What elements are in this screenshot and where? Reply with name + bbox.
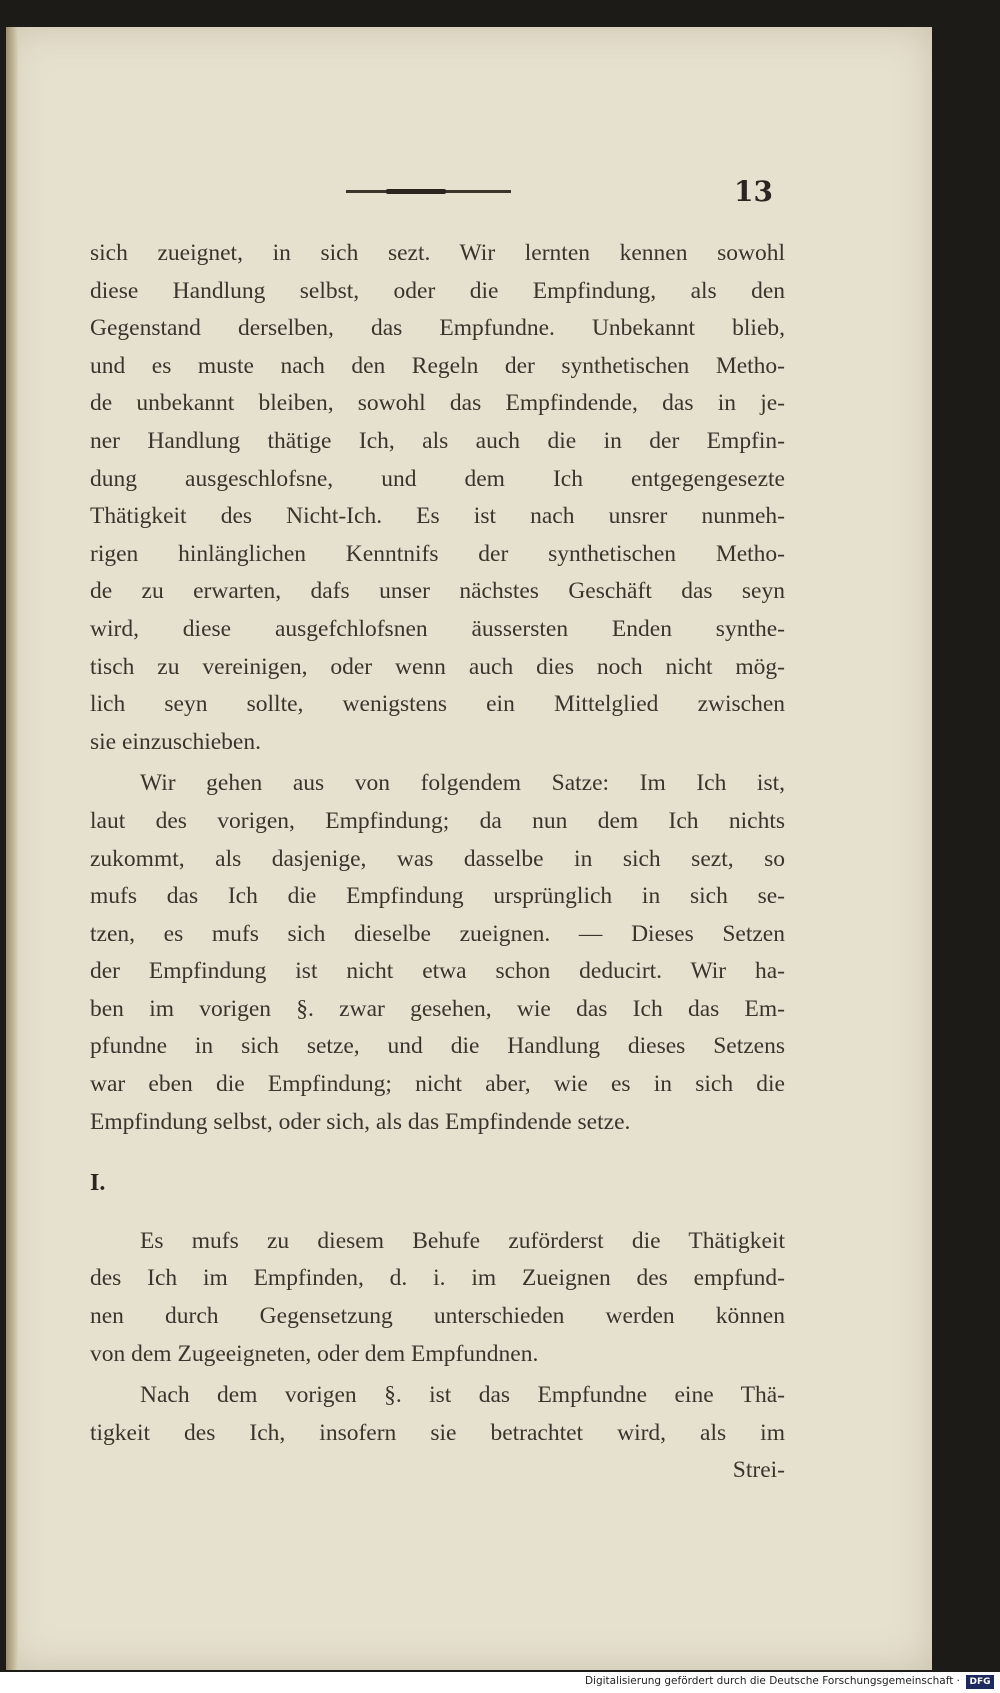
- text-line: der Empfindung ist nicht etwa schon deducirt. Wir ha-: [90, 958, 785, 985]
- text-line: Es mufs zu diesem Behufe zuförderst die Thätigkeit: [140, 1227, 785, 1254]
- paragraph-1: [90, 235, 785, 761]
- text-line: pfundne in sich setze, und die Handlung dieses Setzens: [90, 1033, 785, 1060]
- text-line: zukommt, als dasjenige, was dasselbe in sich sezt, so: [90, 845, 785, 872]
- text-line: sie einzuschieben.: [90, 728, 261, 755]
- paragraph-4: [90, 1377, 785, 1452]
- text-line: Wir gehen aus von folgendem Satze: Im Ich ist,: [140, 770, 785, 797]
- dfg-logo-icon: DFG: [966, 1675, 994, 1689]
- text-line: nen durch Gegensetzung unterschieden werden können: [90, 1303, 785, 1330]
- text-line: tisch zu vereinigen, oder wenn auch dies noch nicht mög-: [90, 653, 785, 680]
- text-line: Empfindung selbst, oder sich, als das Empfindende setze.: [90, 1108, 631, 1135]
- paragraph-2: [90, 765, 785, 1141]
- page-number: 13: [734, 175, 773, 208]
- text-line: lich seyn sollte, wenigstens ein Mittelglied zwischen: [90, 691, 785, 718]
- text-line: de unbekannt bleiben, sowohl das Empfindende, das in je-: [90, 390, 785, 417]
- text-line: ner Handlung thätige Ich, als auch die in der Empfin-: [90, 427, 785, 454]
- text-line: war eben die Empfindung; nicht aber, wie es in sich die: [90, 1071, 785, 1098]
- page-text-block: [90, 235, 785, 1490]
- text-line: von dem Zugeeigneten, oder dem Empfundnen.: [90, 1340, 539, 1367]
- book-page: [6, 27, 932, 1670]
- text-line: tzen, es mufs sich dieselbe zueignen. — Dieses Setzen: [90, 920, 785, 947]
- section-number: I.: [90, 1170, 106, 1197]
- text-line: und es muste nach den Regeln der synthetischen Metho-: [90, 352, 785, 379]
- text-line: rigen hinlänglichen Kenntnifs der synthetischen Metho-: [90, 540, 785, 567]
- text-line: Nach dem vorigen §. ist das Empfundne eine Thä-: [140, 1382, 785, 1409]
- catchword: Strei-: [732, 1457, 785, 1484]
- funding-credit: Digitalisierung gefördert durch die Deutsche Forschungsgemeinschaft ·: [584, 1675, 960, 1687]
- text-line: ben im vorigen §. zwar gesehen, wie das Ich das Em-: [90, 995, 785, 1022]
- text-line: mufs das Ich die Empfindung ursprünglich in sich se-: [90, 883, 785, 910]
- text-line: de zu erwarten, dafs unser nächstes Geschäft das seyn: [90, 578, 785, 605]
- text-line: dung ausgeschlofsne, und dem Ich entgegengesezte: [90, 465, 785, 492]
- page-binding-edge: [6, 27, 18, 1670]
- digitization-footer: [0, 1672, 1000, 1693]
- header-ornament-rule: [346, 190, 511, 193]
- text-line: Gegenstand derselben, das Empfundne. Unbekannt blieb,: [90, 315, 785, 342]
- text-line: diese Handlung selbst, oder die Empfindung, als den: [90, 277, 785, 304]
- paragraph-3: [90, 1223, 785, 1373]
- text-line: Thätigkeit des Nicht-Ich. Es ist nach unsrer nunmeh-: [90, 503, 785, 530]
- text-line: sich zueignet, in sich sezt. Wir lernten kennen sowohl: [90, 240, 785, 266]
- text-line: des Ich im Empfinden, d. i. im Zueignen des empfund-: [90, 1265, 785, 1292]
- text-line: laut des vorigen, Empfindung; da nun dem Ich nichts: [90, 807, 785, 834]
- text-line: tigkeit des Ich, insofern sie betrachtet wird, als im: [90, 1419, 785, 1446]
- text-line: wird, diese ausgefchlofsnen äussersten Enden synthe-: [90, 615, 785, 642]
